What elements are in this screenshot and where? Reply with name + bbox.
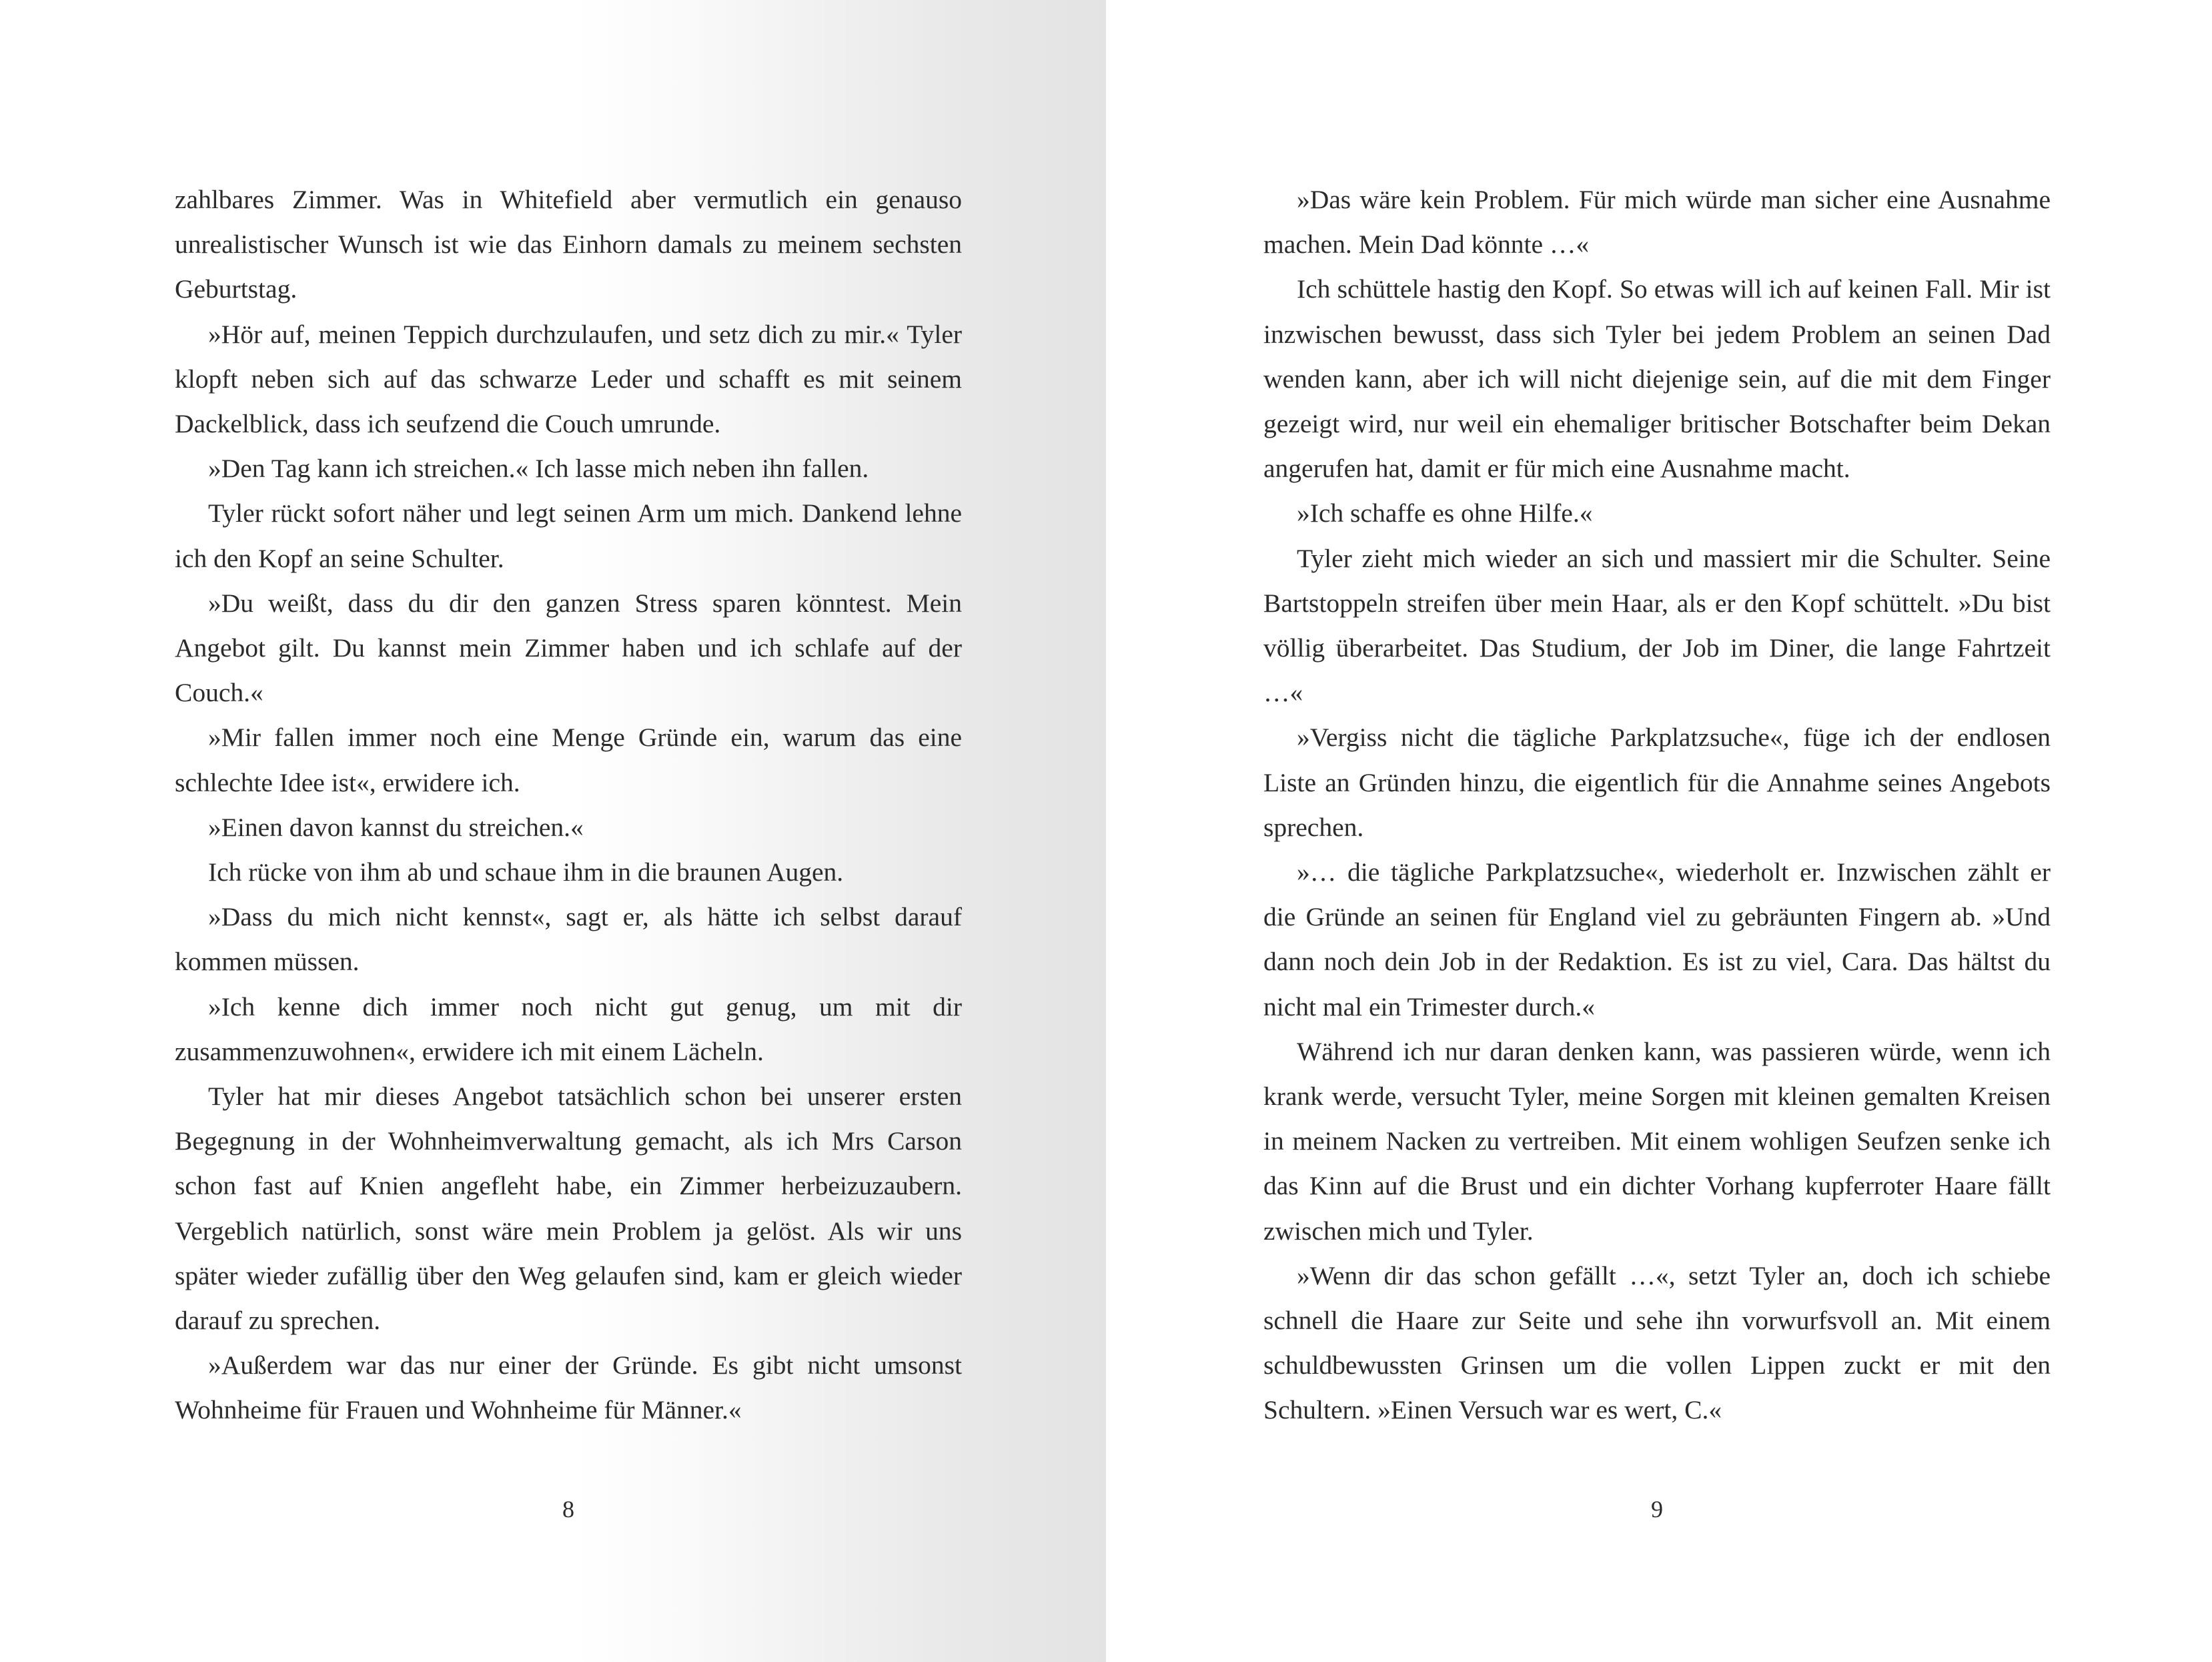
paragraph: zahlbares Zimmer. Was in Whitefield aber vermutlich ein genauso unrealistischer Wunsch ist wie das Einhorn damals zu meinem sechsten Geburtstag. (175, 185, 962, 304)
paragraph: »Dass du mich nicht kennst«, sagt er, als hätte ich selbst darauf kommen müssen. (175, 902, 962, 977)
paragraph: »Vergiss nicht die tägliche Parkplatzsuche«, füge ich der endlosen Liste an Gründen hinzu, die eigentlich für die Annahme seines Angebots sprechen. (1263, 723, 2051, 842)
paragraph: »… die tägliche Parkplatzsuche«, wiederholt er. Inzwischen zählt er die Gründe an seinen für England viel zu gebräunten Fingern ab. »Und dann noch dein Job in der Redaktion. Es ist zu viel, Cara. Das hältst du nicht mal ein Trimester durch.« (1263, 857, 2051, 1021)
paragraph: »Wenn dir das schon gefällt …«, setzt Tyler an, doch ich schiebe schnell die Haare zur Seite und sehe ihn vorwurfsvoll an. Mit einem schuldbewussten Grinsen um die vollen Lippen zuckt er mit den Schultern. »Einen Versuch war es wert, C.« (1263, 1260, 2051, 1425)
paragraph: Tyler hat mir dieses Angebot tatsächlich schon bei unserer ersten Begegnung in der Wohnheimverwaltung gemacht, als ich Mrs Carson schon fast auf Knien angefleht habe, ein Zimmer herbeizuzaubern. Vergeblich natürlich, sonst wäre mein Problem ja gelöst. Als wir uns später wieder zufällig über den Weg gelaufen sind, kam er gleich wieder darauf zu sprechen. (175, 1082, 962, 1336)
paragraph: »Hör auf, meinen Teppich durchzulaufen, und setz dich zu mir.« Tyler klopft neben sich auf das schwarze Leder und schafft es mit seinem Dackelblick, dass ich seufzend die Couch umrunde. (175, 319, 962, 439)
paragraph: Tyler rückt sofort näher und legt seinen Arm um mich. Dankend lehne ich den Kopf an seine Schulter. (175, 498, 962, 573)
right-page (1106, 0, 2212, 1662)
page-number-left: 8 (562, 1496, 574, 1523)
paragraph: »Du weißt, dass du dir den ganzen Stress sparen könntest. Mein Angebot gilt. Du kannst mein Zimmer haben und ich schlafe auf der Couch.« (175, 588, 962, 708)
right-page-text (1263, 177, 2051, 1433)
paragraph: Tyler zieht mich wieder an sich und massiert mir die Schulter. Seine Bartstoppeln streifen über mein Haar, als er den Kopf schüttelt. »Du bist völlig überarbeitet. Das Studium, der Job im Diner, die lange Fahrtzeit …« (1263, 543, 2051, 708)
left-page-text (175, 177, 962, 1433)
paragraph: »Einen davon kannst du streichen.« (208, 812, 584, 842)
paragraph: Ich schüttele hastig den Kopf. So etwas will ich auf keinen Fall. Mir ist inzwischen bewusst, dass sich Tyler bei jedem Problem an seinen Dad wenden kann, aber ich will nicht diejenige sein, auf die mit dem Finger gezeigt wird, nur weil ein ehemaliger britischer Botschafter beim Dekan angerufen hat, damit er für mich eine Ausnahme macht. (1263, 274, 2051, 484)
paragraph: »Außerdem war das nur einer der Gründe. Es gibt nicht umsonst Wohnheime für Frauen und Wohnheime für Männer.« (175, 1350, 962, 1425)
paragraph: Während ich nur daran denken kann, was passieren würde, wenn ich krank werde, versucht Tyler, meine Sorgen mit kleinen gemalten Kreisen in meinem Nacken zu vertreiben. Mit einem wohligen Seufzen senke ich das Kinn auf die Brust und ein dichter Vorhang kupferroter Haare fällt zwischen mich und Tyler. (1263, 1036, 2051, 1246)
paragraph: »Den Tag kann ich streichen.« Ich lasse mich neben ihn fallen. (208, 454, 869, 484)
paragraph: »Ich kenne dich immer noch nicht gut genug, um mit dir zusammenzuwohnen«, erwidere ich mit einem Lächeln. (175, 991, 962, 1066)
paragraph: »Ich schaffe es ohne Hilfe.« (1297, 498, 1593, 528)
paragraph: Ich rücke von ihm ab und schaue ihm in die braunen Augen. (208, 857, 844, 887)
paragraph: »Das wäre kein Problem. Für mich würde man sicher eine Ausnahme machen. Mein Dad könnte …« (1263, 185, 2051, 260)
page-number-right: 9 (1651, 1496, 1663, 1523)
paragraph: »Mir fallen immer noch eine Menge Gründe ein, warum das eine schlechte Idee ist«, erwidere ich. (175, 723, 962, 797)
